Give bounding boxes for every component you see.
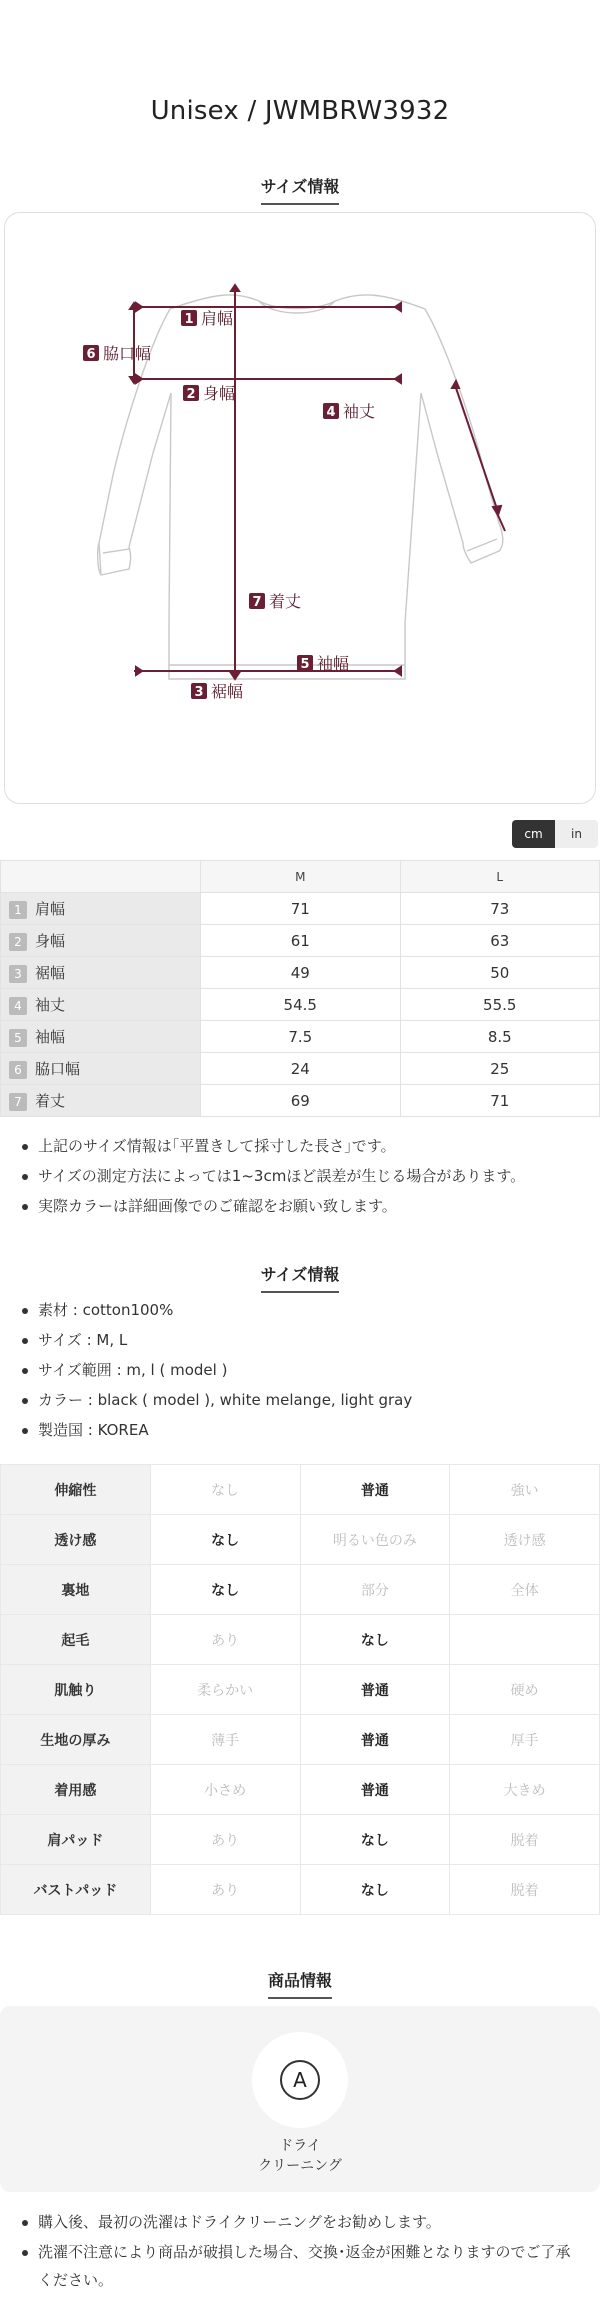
- property-option: 部分: [300, 1565, 450, 1615]
- property-option: なし: [300, 1865, 450, 1915]
- property-option: 普通: [300, 1465, 450, 1515]
- label-4-text: 袖丈: [343, 402, 376, 421]
- table-row: [1, 1515, 600, 1565]
- row-number-badge: 3: [9, 965, 27, 983]
- list-item: カラー : black ( model ), white melange, light gray: [20, 1385, 590, 1415]
- row-number-badge: 6: [9, 1061, 27, 1079]
- label-1-num: 1: [184, 312, 194, 327]
- table-row: [1, 1765, 600, 1815]
- label-1: [181, 309, 233, 328]
- table-row: [1, 1715, 600, 1765]
- property-option: 普通: [300, 1765, 450, 1815]
- label-1-text: 肩幅: [201, 309, 234, 328]
- list-item: 購入後、最初の洗濯はドライクリーニングをお勧めします。: [20, 2208, 580, 2236]
- table-row: [1, 989, 600, 1021]
- label-5-text: 袖幅: [317, 654, 350, 673]
- size-table: [0, 860, 600, 1117]
- table-cell: 25: [400, 1053, 600, 1085]
- table-row: [1, 1053, 600, 1085]
- table-cell: 63: [400, 925, 600, 957]
- property-option: あり: [150, 1815, 300, 1865]
- unit-in-button[interactable]: in: [555, 820, 598, 848]
- list-item: 素材 : cotton100%: [20, 1295, 590, 1325]
- unit-toggle: [512, 820, 598, 848]
- table-row: [1, 1865, 600, 1915]
- table-cell: 50: [400, 957, 600, 989]
- row-label: [1, 957, 201, 989]
- care-label: [200, 2136, 400, 2176]
- table-cell: 55.5: [400, 989, 600, 1021]
- care-card: [0, 2006, 600, 2192]
- sweatshirt-diagram: [5, 213, 597, 805]
- label-2-text: 身幅: [203, 384, 236, 403]
- product-info-title: [0, 1968, 600, 1999]
- table-row: [1, 925, 600, 957]
- label-7-num: 7: [252, 595, 262, 610]
- property-option: なし: [150, 1465, 300, 1515]
- property-option: 全体: [450, 1565, 600, 1615]
- property-label: 起毛: [1, 1615, 151, 1665]
- list-item: 上記のサイズ情報は｢平置きして採寸した長さ｣です。: [20, 1131, 590, 1161]
- table-row: [1, 1021, 600, 1053]
- property-option: 普通: [300, 1715, 450, 1765]
- row-label: [1, 1021, 201, 1053]
- row-number-badge: 2: [9, 933, 27, 951]
- table-cell: 54.5: [201, 989, 401, 1021]
- label-3: [191, 682, 243, 701]
- care-notes-list: [20, 2208, 580, 2296]
- table-cell: 24: [201, 1053, 401, 1085]
- row-number-badge: 7: [9, 1093, 27, 1111]
- list-item: サイズ : M, L: [20, 1325, 590, 1355]
- row-label: [1, 989, 201, 1021]
- row-label-text: 袖幅: [35, 1028, 66, 1046]
- table-cell: 8.5: [400, 1021, 600, 1053]
- row-label: [1, 1053, 201, 1085]
- property-option: なし: [300, 1815, 450, 1865]
- label-4-num: 4: [326, 405, 336, 420]
- list-item: 実際カラーは詳細画像でのご確認をお願い致します。: [20, 1191, 590, 1221]
- measurement-lines: [130, 285, 505, 679]
- table-row: [1, 1565, 600, 1615]
- label-6-num: 6: [86, 347, 96, 362]
- label-2-num: 2: [186, 387, 196, 402]
- list-item: 製造国 : KOREA: [20, 1415, 590, 1445]
- row-label-text: 袖丈: [35, 996, 66, 1014]
- label-6: [83, 344, 151, 363]
- table-cell: 61: [201, 925, 401, 957]
- label-3-text: 裾幅: [211, 682, 244, 701]
- label-2: [183, 384, 235, 403]
- list-item: サイズ範囲 : m, l ( model ): [20, 1355, 590, 1385]
- row-label-text: 身幅: [35, 932, 66, 950]
- property-option: なし: [150, 1565, 300, 1615]
- property-option: 脱着: [450, 1815, 600, 1865]
- info-section-title: [0, 1262, 600, 1293]
- list-item: 洗濯不注意により商品が破損した場合、交換･返金が困難となりますのでご了承ください。: [20, 2238, 580, 2294]
- table-cell: 73: [400, 893, 600, 925]
- care-label-line1: ドライ: [279, 2138, 321, 2154]
- dry-clean-icon: [252, 2032, 348, 2128]
- size-diagram: [4, 212, 596, 804]
- size-table-header: [1, 861, 600, 893]
- property-option: 脱着: [450, 1865, 600, 1915]
- table-row: [1, 893, 600, 925]
- table-cell: 49: [201, 957, 401, 989]
- property-option: 薄手: [150, 1715, 300, 1765]
- row-label: [1, 925, 201, 957]
- property-option: 明るい色のみ: [300, 1515, 450, 1565]
- property-label: バストパッド: [1, 1865, 151, 1915]
- property-option: あり: [150, 1865, 300, 1915]
- property-label: 肩パッド: [1, 1815, 151, 1865]
- property-option: 普通: [300, 1665, 450, 1715]
- label-3-num: 3: [194, 685, 204, 700]
- table-cell: 71: [201, 893, 401, 925]
- property-option: 硬め: [450, 1665, 600, 1715]
- care-symbol: A: [280, 2060, 320, 2100]
- row-label-text: 肩幅: [35, 900, 66, 918]
- property-option: 小さめ: [150, 1765, 300, 1815]
- care-label-line2: クリーニング: [258, 2158, 342, 2174]
- size-table-corner: [1, 861, 201, 893]
- property-option: なし: [300, 1615, 450, 1665]
- table-row: [1, 1815, 600, 1865]
- list-item: サイズの測定方法によっては1~3cmほど誤差が生じる場合があります。: [20, 1161, 590, 1191]
- product-info-title-text: 商品情報: [268, 1968, 332, 1999]
- label-5-num: 5: [300, 657, 310, 672]
- table-row: [1, 957, 600, 989]
- row-label: [1, 893, 201, 925]
- property-option: [450, 1615, 600, 1665]
- fabric-properties-table: [0, 1464, 600, 1915]
- diagram-labels: [83, 309, 375, 701]
- label-7-text: 着丈: [269, 592, 302, 611]
- property-option: 大きめ: [450, 1765, 600, 1815]
- property-option: 柔らかい: [150, 1665, 300, 1715]
- sweatshirt-outline: [98, 295, 503, 679]
- property-label: 生地の厚み: [1, 1715, 151, 1765]
- row-label-text: 裾幅: [35, 964, 66, 982]
- row-number-badge: 5: [9, 1029, 27, 1047]
- size-col-header: M: [201, 861, 401, 893]
- size-col-header: L: [400, 861, 600, 893]
- property-option: 厚手: [450, 1715, 600, 1765]
- table-cell: 69: [201, 1085, 401, 1117]
- property-option: 透け感: [450, 1515, 600, 1565]
- size-section-title-text: サイズ情報: [261, 174, 340, 205]
- table-cell: 71: [400, 1085, 600, 1117]
- row-label-text: 脇口幅: [35, 1060, 81, 1078]
- property-label: 伸縮性: [1, 1465, 151, 1515]
- unit-cm-button[interactable]: cm: [512, 820, 555, 848]
- label-6-text: 脇口幅: [103, 344, 152, 363]
- property-label: 肌触り: [1, 1665, 151, 1715]
- label-5: [297, 654, 349, 673]
- table-row: [1, 1665, 600, 1715]
- row-label-text: 着丈: [35, 1092, 66, 1110]
- row-number-badge: 1: [9, 901, 27, 919]
- info-list: [20, 1295, 590, 1445]
- property-option: あり: [150, 1615, 300, 1665]
- property-option: なし: [150, 1515, 300, 1565]
- property-label: 着用感: [1, 1765, 151, 1815]
- row-label: [1, 1085, 201, 1117]
- info-section-title-text: サイズ情報: [261, 1262, 340, 1293]
- table-row: [1, 1085, 600, 1117]
- property-label: 透け感: [1, 1515, 151, 1565]
- property-option: 強い: [450, 1465, 600, 1515]
- table-row: [1, 1465, 600, 1515]
- size-notes-list: [20, 1131, 590, 1221]
- table-row: [1, 1615, 600, 1665]
- size-section-title: [0, 174, 600, 205]
- table-cell: 7.5: [201, 1021, 401, 1053]
- product-title: Unisex / JWMBRW3932: [150, 96, 450, 126]
- row-number-badge: 4: [9, 997, 27, 1015]
- property-label: 裏地: [1, 1565, 151, 1615]
- label-4: [323, 402, 375, 421]
- label-7: [249, 592, 301, 611]
